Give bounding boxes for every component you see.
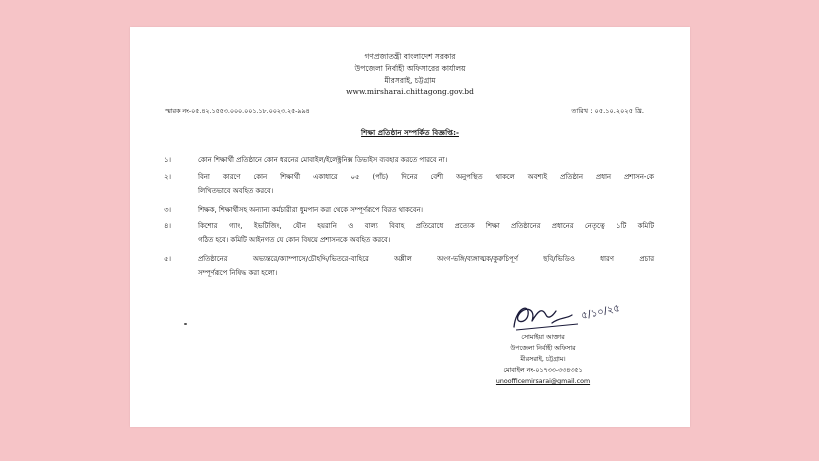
item-number: ৫। — [164, 255, 171, 263]
ink-dot — [184, 323, 187, 325]
office-location: মীরসরাই, চট্টগ্রাম — [384, 76, 436, 85]
office-website: www.mirsharai.chittagong.gov.bd — [346, 87, 474, 96]
signer-mobile: মোবাইল নং-০১৭৩৩-৩৩৪৩৫১ — [503, 367, 583, 374]
memo-number: স্মারক নং-০৫.৪২.১৫৫৩.০০০.০০১.১৮.০০২৩.২৫-৯৯৪ — [165, 108, 310, 115]
item-text: কিশোর গ্যাং, ইভটিজিং, যৌন হয়রানি ও বাল্য বিবাহ প্রতিরোধে প্রত্যেক শিক্ষা প্রতিষ্ঠানের প্রধানের নেতৃত্বে ১টি কমিটি — [198, 222, 654, 230]
item-number: ১। — [164, 156, 171, 164]
govt-title: গণপ্রজাতন্ত্রী বাংলাদেশ সরকার — [364, 52, 456, 61]
item-text: সম্পূর্ণরূপে নিষিদ্ধ করা হলো। — [198, 269, 278, 277]
signer-designation: উপজেলা নির্বাহী অফিসার — [510, 345, 576, 352]
item-text: গঠিত হবে। কমিটি আইনগত যে কোন বিষয়ে প্রশাসনকে অবহিত করবে। — [198, 236, 391, 244]
signer-location: মীরসরাই, চট্টগ্রাম। — [520, 356, 566, 363]
item-text: শিক্ষক, শিক্ষার্থীসহ অন্যান্য কর্মচারীরা ধুমপান করা থেকে সম্পূর্ণরূপে বিরত থাকবেন। — [198, 206, 424, 214]
signature-block — [448, 310, 638, 387]
item-number: ৪। — [164, 222, 171, 230]
signature-date: ৫/১০/২৫ — [580, 303, 621, 322]
item-text: বিনা কারণে কোন শিক্ষার্থী একাধারে ০৫ (পাঁচ) দিনের বেশী অনুপস্থিত থাকলে অবশ্যই প্রতিষ্ঠান প্রধান প্রশাসন-কে — [198, 173, 654, 181]
notice-date: তারিখ : ০৫.১০.২০২৫ খ্রি. — [571, 107, 644, 115]
signer-name: সোমাইয়া আক্তার — [521, 334, 565, 341]
item-text: প্রতিষ্ঠানের অভ্যন্তরে/ক্যাম্পাসে/চৌহদ্দি/ভিতরে-বাহিরে অশ্লীল অংগ-ভঙ্গি/ব্যঙ্গাত্মক/কুরুচিপূর্ণ ছবি/ভিডিও ধারণ প্রচার — [198, 255, 654, 263]
notice-document — [130, 27, 690, 427]
item-number: ৩। — [164, 206, 171, 214]
signer-email[interactable]: unoofficemirsarai@gmail.com — [495, 378, 591, 385]
notice-subject: শিক্ষা প্রতিষ্ঠান সম্পর্কিত বিজ্ঞপ্তি:- — [361, 128, 459, 137]
office-title: উপজেলা নির্বাহী অফিসারের কার্যালয় — [354, 64, 466, 73]
item-number: ২। — [164, 173, 171, 181]
item-text: লিখিতভাবে অবহিত করবে। — [198, 187, 274, 195]
item-text: কোন শিক্ষার্থী প্রতিষ্ঠানে কোন ধরনের মোবাইল/ইলেক্ট্রনিক্স ডিভাইস ব্যবহার করতে পারবে না। — [198, 156, 448, 164]
